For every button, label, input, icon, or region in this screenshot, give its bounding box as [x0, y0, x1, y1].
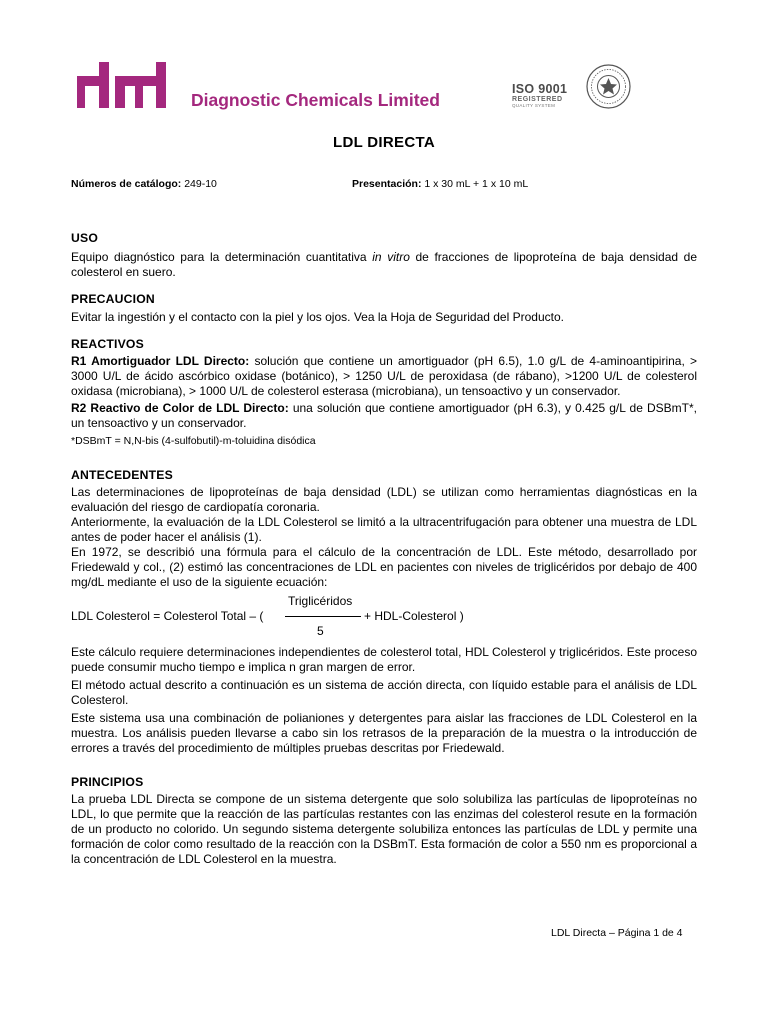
presentation [352, 178, 528, 190]
heading-precaucion: PRECAUCION [71, 292, 155, 306]
document-title: LDL DIRECTA [333, 134, 435, 151]
r1-label: R1 Amortiguador LDL Directo: [71, 354, 250, 368]
iso-sub2-text: QUALITY SYSTEM [512, 103, 556, 108]
catalog-numbers [71, 178, 217, 190]
presentation-label: Presentación: [352, 178, 422, 190]
reactivo-r1 [71, 354, 697, 399]
certification-seal-icon [586, 64, 631, 109]
antecedentes-p1: Las determinaciones de lipoproteínas de baja densidad (LDL) se utilizan como herramientas diagnósticas en la evaluación del riesgo de cardiopatía coronaria. [71, 485, 697, 514]
antecedentes-p2: Anteriormente, la evaluación de la LDL Colesterol se limitó a la ultracentrifugación para obtener una muestra de LDL antes de poder hacer el análisis (1). [71, 515, 697, 544]
equation-right: + HDL-Colesterol ) [364, 609, 464, 623]
principios-p1: La prueba LDL Directa se compone de un sistema detergente que solo solubiliza las partículas de lipoproteínas no LDL, lo que permite que la reacción de las partículas restantes con las enzimas del colesterol resute en la formación de un producto no colorido. Un segundo sistema detergente solubiliza entonces las partículas de LDL y permite una formación de color como resultado de la reacción con la DSBmT. Esta formación de color a 550 nm es proporcional a la concentración de LDL Colesterol en la muestra. [71, 792, 697, 866]
heading-uso: USO [71, 231, 99, 245]
antecedentes-p3: En 1972, se describió una fórmula para el cálculo de la concentración de LDL. Este método, desarrollado por Friedewald y col., (2) estimó las concentraciones de LDL en pacientes con niveles de triglicéridos por debajo de 400 mg/dL mediante el uso de la siguiente ecuación: [71, 545, 697, 589]
antecedentes-p6: Este sistema usa una combinación de polianiones y detergentes para aislar las fracciones de LDL Colesterol en la muestra. Los análisis pueden llevarse a cabo sin los retrasos de la preparación de la muestra o la introducción de errores a través del procedimiento de múltiples pruebas descritas por Friedewald. [71, 711, 697, 755]
equation-denominator: 5 [317, 624, 324, 638]
iso-sub-text: REGISTERED [512, 96, 563, 103]
reactivo-r2 [71, 401, 697, 431]
uso-text: Equipo diagnóstico para la determinación cuantitativa in vitro de fracciones de lipoproteína de baja densidad de colesterol en suero. [71, 250, 698, 279]
iso-badge [512, 82, 574, 109]
company-name: Diagnostic Chemicals Limited [191, 90, 440, 110]
equation-left: LDL Colesterol = Colesterol Total – ( [71, 609, 264, 623]
page-footer: LDL Directa – Página 1 de 4 [551, 927, 683, 939]
r1-text: solución que contiene un amortiguador (pH 6.5), 1.0 g/L de 4-aminoantipirina, > 3000 U/L de ácido ascórbico oxidase (botánico), > 1250 U/L de peroxidasa (de rábano), >1200 U/L de colesterol oxidasa (microbiana), > 1000 U/L de colesterol esterasa (microbiana), un tensoactivo y un conservador. [71, 354, 697, 398]
presentation-value: 1 x 30 mL + 1 x 10 mL [424, 178, 529, 190]
drl-logo-icon [77, 62, 169, 108]
catalog-label: Números de catálogo: [71, 178, 182, 190]
document-body [71, 231, 697, 867]
iso-main-text: ISO 9001 [512, 82, 568, 96]
heading-principios: PRINCIPIOS [71, 775, 144, 789]
antecedentes-p5: El método actual descrito a continuación es un sistema de acción directa, con líquido estable para el análisis de LDL Colesterol. [71, 678, 697, 707]
antecedentes-p4: Este cálculo requiere determinaciones independientes de colesterol total, HDL Colesterol y triglicéridos. Este proceso puede consumir mucho tiempo e implica n gran margen de error. [71, 645, 697, 674]
friedewald-equation [71, 592, 697, 642]
heading-antecedentes: ANTECEDENTES [71, 468, 173, 482]
catalog-value: 249-10 [184, 178, 217, 190]
precaucion-text: Evitar la ingestión y el contacto con la piel y los ojos. Vea la Hoja de Seguridad del Producto. [71, 310, 564, 324]
equation-numerator: Triglicéridos [288, 594, 353, 608]
r2-text: una solución que contiene amortiguador (pH 6.3), y 0.425 g/L de DSBmT*, un tensoactivo y un conservador. [71, 401, 697, 430]
reactivos-footnote: *DSBmT = N,N-bis (4-sulfobutil)-m-toluidina disódica [71, 435, 316, 447]
r2-label: R2 Reactivo de Color de LDL Directo: [71, 401, 289, 415]
heading-reactivos: REACTIVOS [71, 337, 144, 351]
equation-fraction-bar [285, 616, 361, 617]
uso-italic: in vitro [372, 250, 410, 264]
